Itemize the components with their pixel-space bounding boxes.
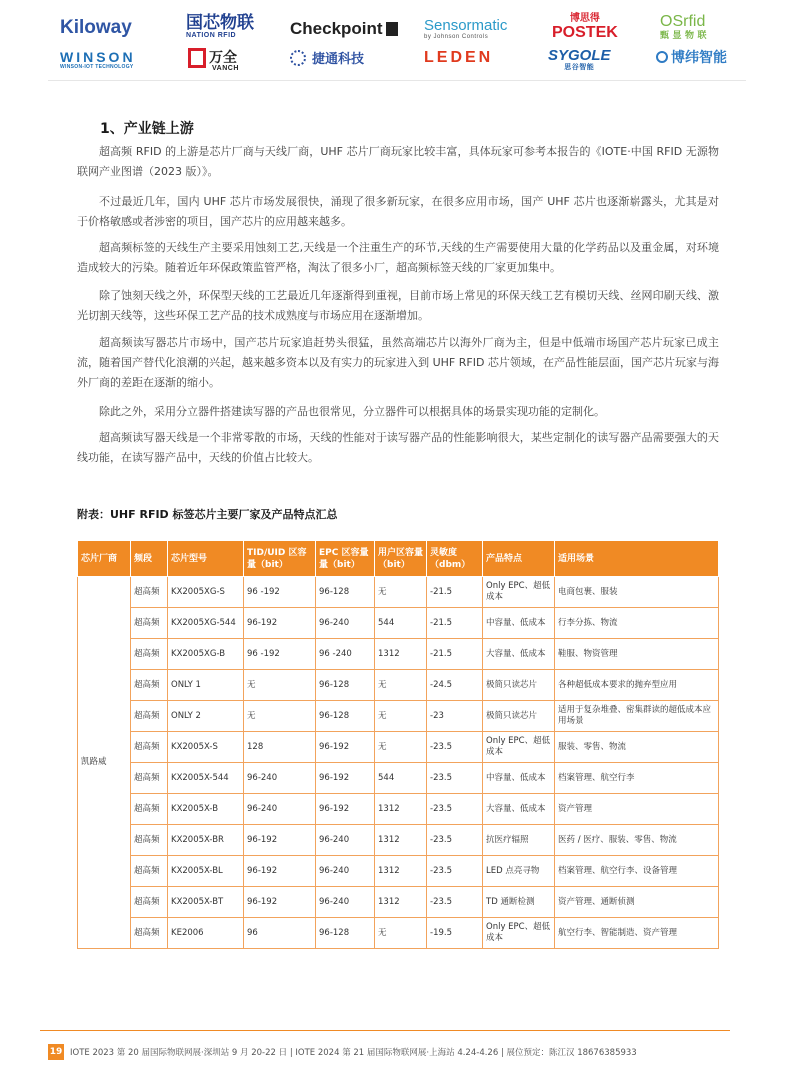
table-cell: -19.5	[427, 918, 483, 949]
table-cell: -23.5	[427, 825, 483, 856]
table-cell: -21.5	[427, 639, 483, 670]
table-row	[78, 856, 719, 887]
table-cell: 超高频	[131, 639, 168, 670]
paragraph: 超高频 RFID 的上游是芯片厂商与天线厂商，UHF 芯片厂商玩家比较丰富，具体玩家可参考本报告的《IOTE·中国 RFID 无源物联网产业图谱（2023 版）》。	[77, 145, 719, 178]
table-row	[78, 887, 719, 918]
table-cell: -21.5	[427, 577, 483, 608]
table-row	[78, 794, 719, 825]
header-cell: 灵敏度（dbm）	[427, 541, 483, 577]
table-cell: 档案管理、航空行李、设备管理	[555, 856, 719, 887]
table-cell: 96-128	[316, 918, 375, 949]
table-cell: KX2005X-BR	[168, 825, 244, 856]
table-cell: 96-128	[316, 577, 375, 608]
table-cell: Only EPC、超低成本	[483, 732, 555, 763]
logo-checkpoint: Checkpoint	[290, 20, 398, 37]
table-row	[78, 701, 719, 732]
table-cell: 医药 / 医疗、服装、零售、物流	[555, 825, 719, 856]
table-cell: 大容量、低成本	[483, 639, 555, 670]
table-cell: 1312	[375, 639, 427, 670]
logo-osrfid: OSrfid 甄 显 物 联	[660, 13, 708, 40]
logo-leden: LEDEN	[424, 49, 494, 66]
paragraph: 超高频标签的天线生产主要采用蚀刻工艺,天线是一个注重生产的环节,天线的生产需要使用大量的化学药品以及重金属，对环境造成较大的污染。随着近年环保政策监管严格，淘汰了很多小厂，超高频标签天线的厂家更加集中。	[77, 241, 719, 274]
footer-text: IOTE 2023 第 20 届国际物联网展·深圳站 9 月 20-22 日 | IOTE 2024 第 21 届国际物联网展·上海站 4.24-4.26 | 展位预定：陈江汉 18676385933	[70, 1048, 637, 1058]
table-cell: TD 通断检测	[483, 887, 555, 918]
header-cell: 产品特点	[483, 541, 555, 577]
logo-jietong: 捷通科技	[290, 50, 364, 66]
table-cell: KX2005X-BT	[168, 887, 244, 918]
table-cell: -23.5	[427, 763, 483, 794]
table-cell: KX2005X-B	[168, 794, 244, 825]
table-cell: -24.5	[427, 670, 483, 701]
table-cell: 超高频	[131, 856, 168, 887]
table-cell: KX2005XG-544	[168, 608, 244, 639]
table-cell: 96-192	[244, 856, 316, 887]
table-cell: 1312	[375, 825, 427, 856]
table-cell: 96-240	[316, 887, 375, 918]
table-title: 附表：UHF RFID 标签芯片主要厂家及产品特点汇总	[77, 508, 338, 521]
table-cell: 行李分拣、物流	[555, 608, 719, 639]
logo-sensormatic: Sensormatic by Johnson Controls	[424, 17, 508, 40]
table-cell: 航空行李、智能制造、资产管理	[555, 918, 719, 949]
table-cell: 各种超低成本要求的抛弃型应用	[555, 670, 719, 701]
maker-cell: 凯路威	[78, 577, 131, 949]
header-cell: TID/UID 区容量（bit）	[244, 541, 316, 577]
table-cell: 无	[375, 918, 427, 949]
table-cell: 96 -240	[316, 639, 375, 670]
table-row	[78, 825, 719, 856]
table-cell: 超高频	[131, 732, 168, 763]
table-cell: KE2006	[168, 918, 244, 949]
table-cell: 无	[375, 732, 427, 763]
table-cell: Only EPC、超低成本	[483, 577, 555, 608]
table-row	[78, 639, 719, 670]
table-cell: 档案管理、航空行李	[555, 763, 719, 794]
table-cell: 鞋服、物资管理	[555, 639, 719, 670]
header-cell: 芯片型号	[168, 541, 244, 577]
table-cell: 无	[375, 577, 427, 608]
jietong-mark-icon	[290, 50, 306, 66]
logo-sygole: SYGOLE 思谷智能	[548, 47, 611, 71]
table-cell: 无	[244, 701, 316, 732]
header-cell: 芯片厂商	[78, 541, 131, 577]
table-row	[78, 918, 719, 949]
table-cell: KX2005XG-B	[168, 639, 244, 670]
table-cell: 超高频	[131, 670, 168, 701]
table-cell: 超高频	[131, 825, 168, 856]
logo-winson: WINSON WINSON-IOT TECHNOLOGY	[60, 49, 136, 70]
table-cell: 中容量、低成本	[483, 608, 555, 639]
table-cell: 超高频	[131, 794, 168, 825]
table-cell: 96-128	[316, 670, 375, 701]
table-cell: 资产管理、通断侦测	[555, 887, 719, 918]
table-cell: 大容量、低成本	[483, 794, 555, 825]
table-row	[78, 577, 719, 608]
paragraph: 超高频读写器天线是一个非常零散的市场，天线的性能对于读写器产品的性能影响很大，某些定制化的读写器产品需要强大的天线功能，在读写器产品中，天线的价值占比较大。	[77, 431, 719, 464]
table-header-row	[78, 541, 719, 577]
footer-divider	[40, 1030, 730, 1031]
section-heading: 1、产业链上游	[100, 121, 194, 137]
table-cell: 超高频	[131, 918, 168, 949]
table-cell: 适用于复杂堆叠、密集群读的超低成本应用场景	[555, 701, 719, 732]
table-cell: ONLY 2	[168, 701, 244, 732]
table-cell: 96 -192	[244, 639, 316, 670]
chip-vendor-table	[77, 540, 719, 949]
table-cell: 96-192	[244, 825, 316, 856]
table-cell: 电商包裹、服装	[555, 577, 719, 608]
table-cell: -23.5	[427, 732, 483, 763]
table-cell: 无	[375, 701, 427, 732]
table-cell: 96-240	[316, 608, 375, 639]
table-cell: KX2005X-BL	[168, 856, 244, 887]
table-cell: 96-240	[316, 856, 375, 887]
table-cell: 1312	[375, 856, 427, 887]
table-cell: -23.5	[427, 887, 483, 918]
logo-bowei: 博纬智能	[656, 50, 727, 64]
paragraph: 超高频读写器芯片市场中，国产芯片玩家追赶势头很猛，虽然高端芯片以海外厂商为主，但是中低端市场国产芯片玩家已成主流，随着国产替代化浪潮的兴起，越来越多资本以及有实力的玩家进入到 UHF RFID 芯片领域，在产品性能层面，国产芯片玩家与海外厂商的差距在逐渐的缩小。	[77, 336, 719, 389]
table-row	[78, 608, 719, 639]
table-cell: 96-240	[244, 794, 316, 825]
table-cell: 96 -192	[244, 577, 316, 608]
table-cell: KX2005X-544	[168, 763, 244, 794]
table-cell: 超高频	[131, 701, 168, 732]
table-cell: 544	[375, 763, 427, 794]
table-cell: 96-192	[316, 732, 375, 763]
paragraph: 除了蚀刻天线之外，环保型天线的工艺最近几年逐渐得到重视，目前市场上常见的环保天线工艺有模切天线、丝网印刷天线、激光切割天线等，这些环保工艺产品的技术成熟度与市场应用在逐渐增加。	[77, 289, 719, 322]
table-cell: 超高频	[131, 577, 168, 608]
checkpoint-mark-icon	[386, 22, 398, 36]
table-cell: 1312	[375, 887, 427, 918]
table-cell: 极简只读芯片	[483, 701, 555, 732]
table-cell: 96-192	[244, 887, 316, 918]
table-cell: 极简只读芯片	[483, 670, 555, 701]
table-cell: -23.5	[427, 794, 483, 825]
paragraph: 不过最近几年，国内 UHF 芯片市场发展很快，涌现了很多新玩家，在很多应用市场，国产 UHF 芯片也逐渐崭露头，尤其是对于价格敏感或者涉密的项目，国产芯片的应用越来越多。	[77, 195, 719, 228]
logo-nation-rfid: 国芯物联 NATION RFID	[186, 13, 254, 39]
table-cell: -23.5	[427, 856, 483, 887]
paragraph: 除此之外，采用分立器件搭建读写器的产品也很常见，分立器件可以根据具体的场景实现功能的定制化。	[99, 405, 605, 418]
table-cell: 1312	[375, 794, 427, 825]
table-cell: LED 点亮寻物	[483, 856, 555, 887]
logo-kiloway: Kiloway	[60, 17, 132, 38]
table-cell: 超高频	[131, 887, 168, 918]
header-cell: EPC 区容量量（bit）	[316, 541, 375, 577]
table-row	[78, 763, 719, 794]
logo-vanch: 万全 VANCH	[188, 48, 237, 68]
table-cell: 无	[375, 670, 427, 701]
table-cell: 抗医疗辐照	[483, 825, 555, 856]
table-cell: 96-192	[316, 763, 375, 794]
table-cell: 中容量、低成本	[483, 763, 555, 794]
table-cell: 544	[375, 608, 427, 639]
table-cell: 96	[244, 918, 316, 949]
header-cell: 适用场景	[555, 541, 719, 577]
header-divider	[48, 80, 746, 81]
table-cell: 服装、零售、物流	[555, 732, 719, 763]
table-cell: ONLY 1	[168, 670, 244, 701]
table-cell: 96-128	[316, 701, 375, 732]
bowei-mark-icon	[656, 51, 668, 63]
table-cell: 96-192	[316, 794, 375, 825]
vanch-mark-icon	[188, 48, 206, 68]
table-cell: 无	[244, 670, 316, 701]
table-cell: 超高频	[131, 763, 168, 794]
table-cell: -21.5	[427, 608, 483, 639]
table-cell: 96-240	[244, 763, 316, 794]
sponsor-logo-band	[0, 0, 794, 80]
table-cell: KX2005XG-S	[168, 577, 244, 608]
table-cell: 128	[244, 732, 316, 763]
table-cell: 96-192	[244, 608, 316, 639]
table-cell: 超高频	[131, 608, 168, 639]
page-number: 19	[48, 1044, 64, 1060]
header-cell: 频段	[131, 541, 168, 577]
table-row	[78, 732, 719, 763]
header-cell: 用户区容量（bit）	[375, 541, 427, 577]
table-row	[78, 670, 719, 701]
logo-postek: 博思得 POSTEK	[552, 13, 618, 41]
table-cell: Only EPC、超低成本	[483, 918, 555, 949]
table-cell: KX2005X-S	[168, 732, 244, 763]
table-cell: -23	[427, 701, 483, 732]
table-cell: 96-240	[316, 825, 375, 856]
table-cell: 资产管理	[555, 794, 719, 825]
